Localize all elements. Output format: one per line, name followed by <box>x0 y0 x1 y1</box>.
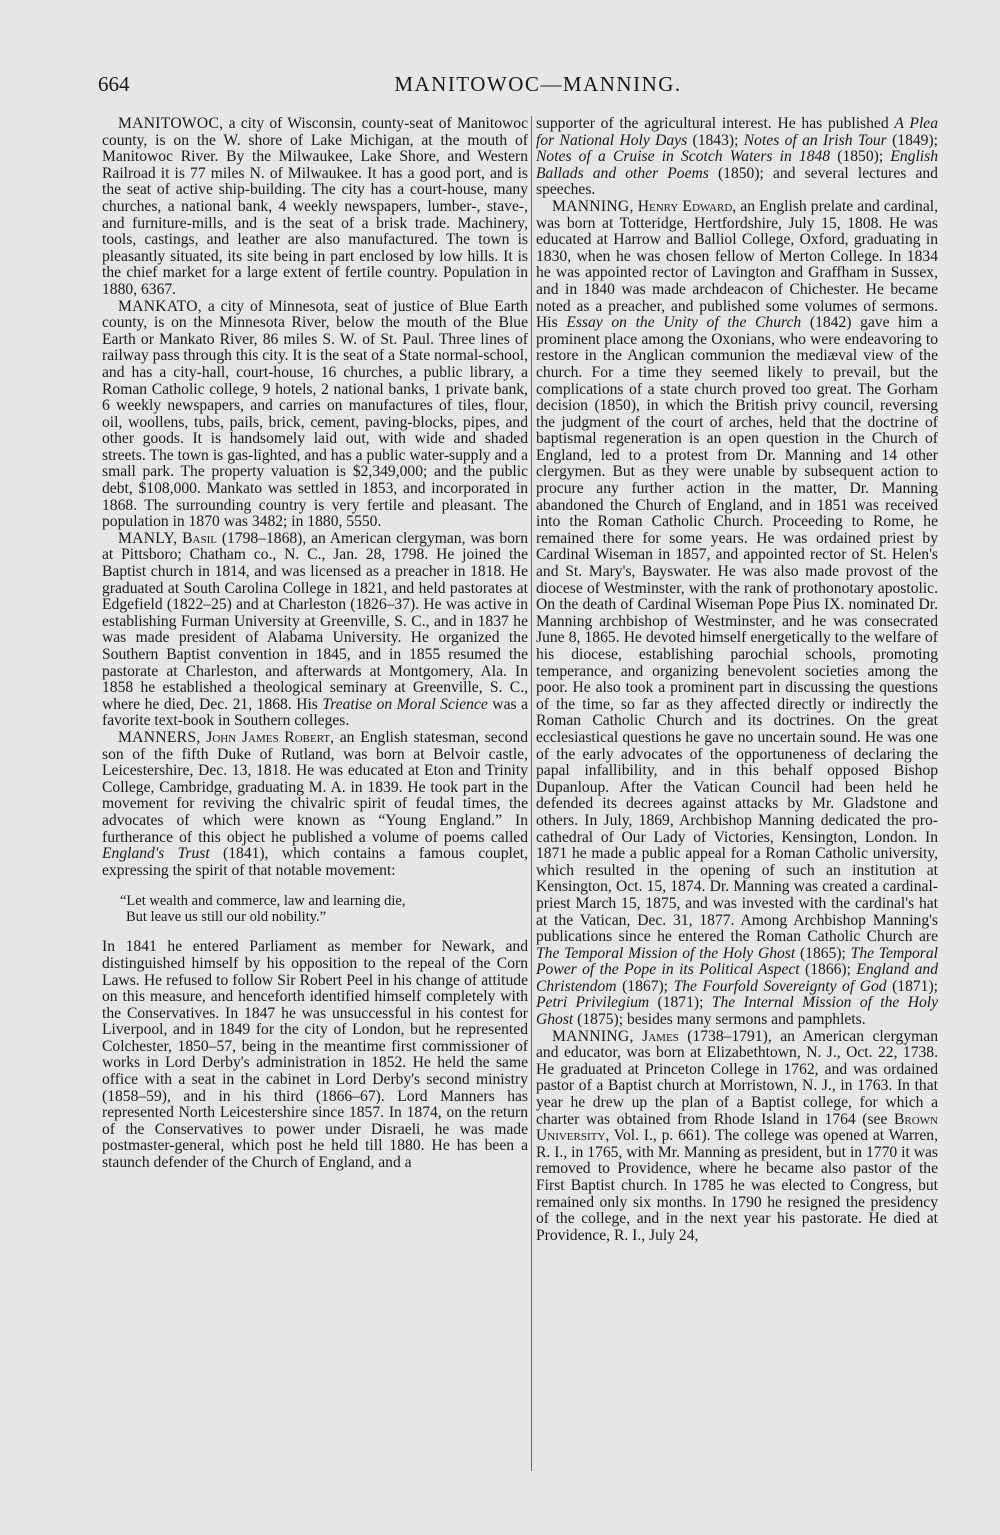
entry-text: was a favorite text-book in Southern colleges. <box>102 695 528 730</box>
entry-text: (1842) gave him a prominent place among the Oxonians, who were endeavoring to restore in the Anglican communion the mediæval view of the church. For a time they seemed likely to prevail, but the complications of a state church proved too great. The Gorham decision (1850), in which the British privy council, reversing the judgment of the court of arches, held that the doctrine of baptismal regeneration is an open question in the Church of England, led to a protest from Dr. Manning and 14 other clergymen. But as they were unable by subsequent action to procure any further action in the matter, Dr. Manning abandoned the Church of England, and in 1851 was received into the Roman Catholic Church. Proceeding to Rome, he remained there for some years. He was ordained priest by Cardinal Wiseman in 1857, and appointed rector of St. Helen's and St. Mary's, Bayswater. He was also made provost of the diocese of Westminster, with the rank of prothonotary apostolic. On the death of Cardinal Wiseman Pope Pius IX. nominated Dr. Manning archbishop of Westminster, and he was consecrated June 8, 1865. He devoted himself energetically to the welfare of his diocese, establishing parochial schools, promoting temperance, and organizing benevolent societies among the poor. He also took a prominent part in discussing the questions of the time, so far as they affected directly or indirectly the Roman Catholic Church and its doctrines. On the great ecclesiastical questions he gave no uncertain sound. He was one of the early advocates of the opportuneness of declaring the papal infallibility, and in this behalf opposed Bishop Dupanloup. After the Vatican Council had been held he defended its decrees against attacks by Mr. Gladstone and others. In July, 1869, Archbishop Manning dedicated the pro-cathedral of Our Lady of Victories, Kensington, London. In 1871 he made a public appeal for a Roman Catholic university, which resulted in the opening of such an institution at Kensington, Oct. 15, 1874. Dr. Manning was created a cardinal-priest March 15, 1875, and was invested with the cardinal's hat at the Vatican, Dec. 31, 1877. Among Archbishop Manning's publications since he entered the Roman Catholic Church are <box>536 314 938 946</box>
book-title: Petri Privilegium <box>536 994 650 1012</box>
entry-manning-james <box>536 1029 938 1245</box>
entry-headword: MANNING, <box>552 197 634 215</box>
entry-headword: MANNING, <box>552 1027 634 1045</box>
entry-text: a city of Wisconsin, county-seat of Manitowoc county, is on the W. shore of Lake Michigan, at the mouth of Manitowoc River. By the Milwaukee, Lake Shore, and Western Railroad it is 77 miles N. of Milwaukee. It has a good port, and is the seat of active ship-building. The city has a court-house, many churches, a national bank, 4 weekly newspapers, lumber-, stave-, and furniture-mills, and is the seat of a brisk trade. Machinery, tools, castings, and leather are also manufactured. The town is pleasantly situated, its site being in part enclosed by low hills. It is the chief market for a large extent of fertile country. Population in 1880, 6367. <box>102 115 528 298</box>
book-title: England's Trust <box>102 845 210 863</box>
entry-text: , an English prelate and cardinal, was born at Totteridge, Hertfordshire, July 15, 1808. He was educated at Harrow and Balliol College, Oxford, graduating in 1830, when he was chosen fellow of Merton College. In 1834 he was appointed rector of Lavington and Graffham in Sussex, and in 1840 was made archdeacon of Chichester. He became noted as a preacher, and published some volumes of sermons. His <box>536 197 938 332</box>
entry-text: (1865); <box>795 944 851 962</box>
entry-headword: MANLY, <box>118 529 178 547</box>
book-title: The Internal Mission of the Holy Ghost <box>536 994 939 1029</box>
entry-text: (1871); <box>886 977 939 995</box>
quote-line: “Let wealth and commerce, law and learning die, <box>120 893 406 910</box>
book-title: Notes of an Irish Tour <box>743 131 887 149</box>
entry-text: (1843); <box>687 131 744 149</box>
book-title: The Temporal Power of the Pope in its Political Aspect <box>536 944 938 979</box>
quote-line: But leave us still our old nobility.” <box>126 909 327 926</box>
entry-text: , an English statesman, second son of the fifth Duke of Rutland, was born at Belvoir castle, Leicestershire, Dec. 13, 1818. He was educated at Eton and Trinity College, Cambridge, graduating M. A. in 1839. He took part in the movement for reviving the chivalric spirit of feudal times, the advocates of which were known as “Young England.” In furtherance of this object he published a volume of poems called <box>102 728 529 846</box>
book-title: The Temporal Mission of the Holy Ghost <box>536 944 796 962</box>
entry-text: , Vol. I., p. 661). The college was opened at Warren, R. I., in 1765, with Mr. Manning as president, but in 1770 it was removed to Providence, where he became also pastor of the First Baptist church. In 1785 he was elected to Congress, but remained only six months. In 1790 he resigned the presidency of the college, and in the next year his pastorate. He died at Providence, R. I., July 24, <box>536 1127 938 1244</box>
book-title: Notes of a Cruise in Scotch Waters in 1848 <box>536 148 831 166</box>
running-head: MANITOWOC—MANNING. <box>394 72 682 96</box>
entry-manners-end <box>536 116 938 199</box>
entry-person-name: James <box>642 1027 679 1045</box>
book-title: The Fourfold Sovereignty of God <box>673 977 887 995</box>
entry-text: (1841), which contains a famous couplet, expressing the spirit of that notable movement: <box>102 845 528 879</box>
book-title: Treatise on Moral Science <box>322 695 488 713</box>
entry-text: (1850); and several lectures and speeches. <box>536 164 938 199</box>
page-number: 664 <box>98 72 130 96</box>
entry-headword: MANITOWOC, <box>118 115 224 132</box>
entry-manners <box>102 730 528 879</box>
entry-text: (1798–1868), an American clergyman, was born at Pittsboro; Chatham co., N. C., Jan. 28, 1798. He joined the Baptist church in 1814, and was licensed as a preacher in 1818. He graduated at South Carolina College in 1821, and held pastorates at Edgefield (1822–25) and at Charleston (1826–37). He was active in establishing Furman University at Greenville, S. C., and in 1837 he was made president of Alabama University. He organized the Southern Baptist convention in 1845, and in 1855 resumed the pastorate at Charleston, and afterwards at Montgomery, Ala. In 1858 he established a theological seminary at Greenville, S. C., where he died, Dec. 21, 1868. His <box>102 529 528 713</box>
page-header <box>98 72 938 102</box>
entry-person-name: John James Robert <box>206 728 331 746</box>
entry-text: supporter of the agricultural interest. He has published <box>536 115 895 132</box>
entry-text: (1849); <box>886 131 938 149</box>
entry-manning-henry <box>536 199 938 1029</box>
entry-text: (1738–1791), an American clergyman and educator, was born at Elizabethtown, N. J., Oct. 22, 1738. He graduated at Princeton College in 1762, and was ordained pastor of a Baptist church at Morristown, N. J., in 1763. In that year he drew up the plan of a Baptist college, for which a charter was obtained from Rhode Island in 1764 (see <box>536 1027 938 1128</box>
cross-reference: Brown University <box>536 1110 938 1145</box>
right-column <box>536 116 938 1244</box>
entry-text: (1867); <box>616 977 674 995</box>
entry-headword: MANKATO, <box>118 297 202 315</box>
entry-manitowoc <box>102 116 528 299</box>
entry-headword: MANNERS, <box>118 728 201 746</box>
entry-person-name: Henry Edward <box>637 197 733 215</box>
entry-mankato <box>102 299 528 531</box>
book-title: A Plea for National Holy Days <box>536 115 938 149</box>
entry-person-name: Basil <box>182 529 217 547</box>
entry-manly <box>102 531 528 730</box>
left-column <box>102 116 528 1172</box>
book-title: England and Christendom <box>536 961 938 995</box>
entry-manners-continuation: In 1841 he entered Parliament as member for Newark, and distinguished himself by his opposition to the repeal of the Corn Laws. He refused to follow Sir Robert Peel in his change of attitude on this measure, and henceforth identified himself completely with the Conservatives. In 1847 he was unsuccessful in his contest for Liverpool, and in 1849 for the city of London, but he represented Colchester, 1850–57, being in the meantime first commissioner of works in Lord Derby's administration in 1852. He held the same office with a seat in the cabinet in Lord Derby's second ministry (1858–59), and in his third (1866–67). Lord Manners has represented North Leicestershire since 1857. In 1874, on the return of the Conservatives to power under Disraeli, he was made postmaster-general, which post he held till 1880. He has been a staunch defender of the Church of England, and a <box>102 938 528 1172</box>
entry-text: (1850); <box>830 148 891 166</box>
column-divider <box>531 116 532 1471</box>
entry-text: (1875); besides many sermons and pamphlets. <box>573 1011 866 1029</box>
book-title: Essay on the Unity of the Church <box>566 314 802 332</box>
quoted-couplet <box>102 893 528 925</box>
entry-text: (1866); <box>799 961 857 979</box>
entry-text: a city of Minnesota, seat of justice of Blue Earth county, is on the Minnesota River, below the mouth of the Blue Earth or Mankato River, 86 miles S. W. of St. Paul. Three lines of railway pass through this city. It is the seat of a State normal-school, and has a city-hall, court-house, 16 churches, a public library, a Roman Catholic college, 9 hotels, 2 national banks, 1 private bank, 6 weekly newspapers, and carries on manufactures of tiles, flour, oil, woollens, tubs, pails, brick, cement, paving-blocks, pipes, and other goods. It is handsomely laid out, with wide and shaded streets. The town is gas-lighted, and has a public water-supply and a small park. The property valuation is $2,349,000; and the public debt, $108,000. Mankato was settled in 1853, and incorporated in 1868. The surrounding country is very fertile and pleasant. The population in 1870 was 3482; in 1880, 5550. <box>102 297 528 531</box>
entry-text: (1871); <box>649 994 712 1012</box>
book-title: English Ballads and other Poems <box>536 148 938 182</box>
